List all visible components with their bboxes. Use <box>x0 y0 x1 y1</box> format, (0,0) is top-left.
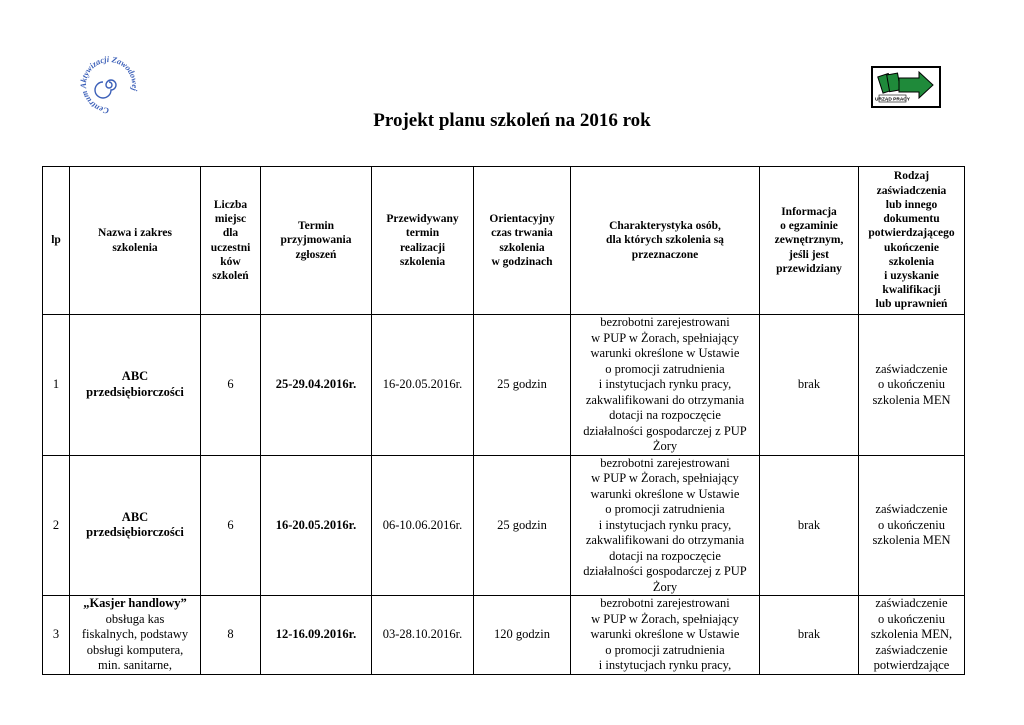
header-czas-trwania: Orientacyjny czas trwania szkolenia w godzinach <box>474 167 571 315</box>
training-plan-table <box>42 166 965 675</box>
cell-charakterystyka: bezrobotni zarejestrowani w PUP w Żorach, spełniający warunki określone w Ustawie o promocji zatrudnienia i instytucjach rynku pracy, <box>571 596 760 675</box>
svg-text:Centrum Aktywizacji Zawodowej <box>79 55 139 115</box>
cell-egzamin: brak <box>760 315 859 456</box>
cell-egzamin: brak <box>760 596 859 675</box>
header-egzamin: Informacja o egzaminie zewnętrznym, jeśli jest przewidziany <box>760 167 859 315</box>
urzad-pracy-caption: URZĄD PRACY <box>875 97 910 103</box>
cell-lp: 2 <box>43 455 70 596</box>
cell-termin-realizacji: 03-28.10.2016r. <box>372 596 474 675</box>
header-liczba: Liczba miejsc dla uczestni ków szkoleń <box>201 167 261 315</box>
cell-egzamin: brak <box>760 455 859 596</box>
cell-charakterystyka: bezrobotni zarejestrowani w PUP w Żorach, spełniający warunki określone w Ustawie o promocji zatrudnienia i instytucjach rynku pracy, zakwalifikowani do otrzymania dotacji na rozpoczęcie działalności gospodarczej z PUP Żory <box>571 315 760 456</box>
urzad-pracy-logo <box>871 66 941 108</box>
cell-czas: 25 godzin <box>474 455 571 596</box>
cell-termin-realizacji: 06-10.06.2016r. <box>372 455 474 596</box>
cell-nazwa: ABC przedsiębiorczości <box>70 315 201 456</box>
cell-lp: 1 <box>43 315 70 456</box>
cell-czas: 25 godzin <box>474 315 571 456</box>
page-title: Projekt planu szkoleń na 2016 rok <box>373 110 651 131</box>
table-header-row <box>43 167 965 315</box>
table-row <box>43 315 965 456</box>
header-termin-przyjmowania: Termin przyjmowania zgłoszeń <box>261 167 372 315</box>
header-termin-realizacji: Przewidywany termin realizacji szkolenia <box>372 167 474 315</box>
cell-liczba: 8 <box>201 596 261 675</box>
header-zaswiadczenie: Rodzaj zaświadczenia lub innego dokumentu potwierdzającego ukończenie szkolenia i uzyskanie kwalifikacji lub uprawnień <box>859 167 965 315</box>
header-nazwa: Nazwa i zakres szkolenia <box>70 167 201 315</box>
cell-termin-realizacji: 16-20.05.2016r. <box>372 315 474 456</box>
cell-zaswiadczenie: zaświadczenie o ukończeniu szkolenia MEN <box>859 315 965 456</box>
cell-czas: 120 godzin <box>474 596 571 675</box>
centrum-logo-text: Centrum Aktywizacji Zawodowej <box>78 54 140 116</box>
cell-termin-przyjmowania: 16-20.05.2016r. <box>261 455 372 596</box>
cell-liczba: 6 <box>201 315 261 456</box>
header-lp: lp <box>43 167 70 315</box>
table-row <box>43 455 965 596</box>
cell-nazwa: ABC przedsiębiorczości <box>70 455 201 596</box>
cell-charakterystyka: bezrobotni zarejestrowani w PUP w Żorach, spełniający warunki określone w Ustawie o promocji zatrudnienia i instytucjach rynku pracy, zakwalifikowani do otrzymania dotacji na rozpoczęcie działalności gospodarczej z PUP Żory <box>571 455 760 596</box>
centrum-logo <box>76 54 142 116</box>
cell-liczba: 6 <box>201 455 261 596</box>
header-charakterystyka: Charakterystyka osób, dla których szkolenia są przeznaczone <box>571 167 760 315</box>
cell-lp: 3 <box>43 596 70 675</box>
table-row <box>43 596 965 675</box>
cell-nazwa: „Kasjer handlowy” obsługa kas fiskalnych, podstawy obsługi komputera, min. sanitarne, <box>70 596 201 675</box>
cell-termin-przyjmowania: 25-29.04.2016r. <box>261 315 372 456</box>
cell-zaswiadczenie: zaświadczenie o ukończeniu szkolenia MEN, zaświadczenie potwierdzające <box>859 596 965 675</box>
cell-zaswiadczenie: zaświadczenie o ukończeniu szkolenia MEN <box>859 455 965 596</box>
cell-termin-przyjmowania: 12-16.09.2016r. <box>261 596 372 675</box>
